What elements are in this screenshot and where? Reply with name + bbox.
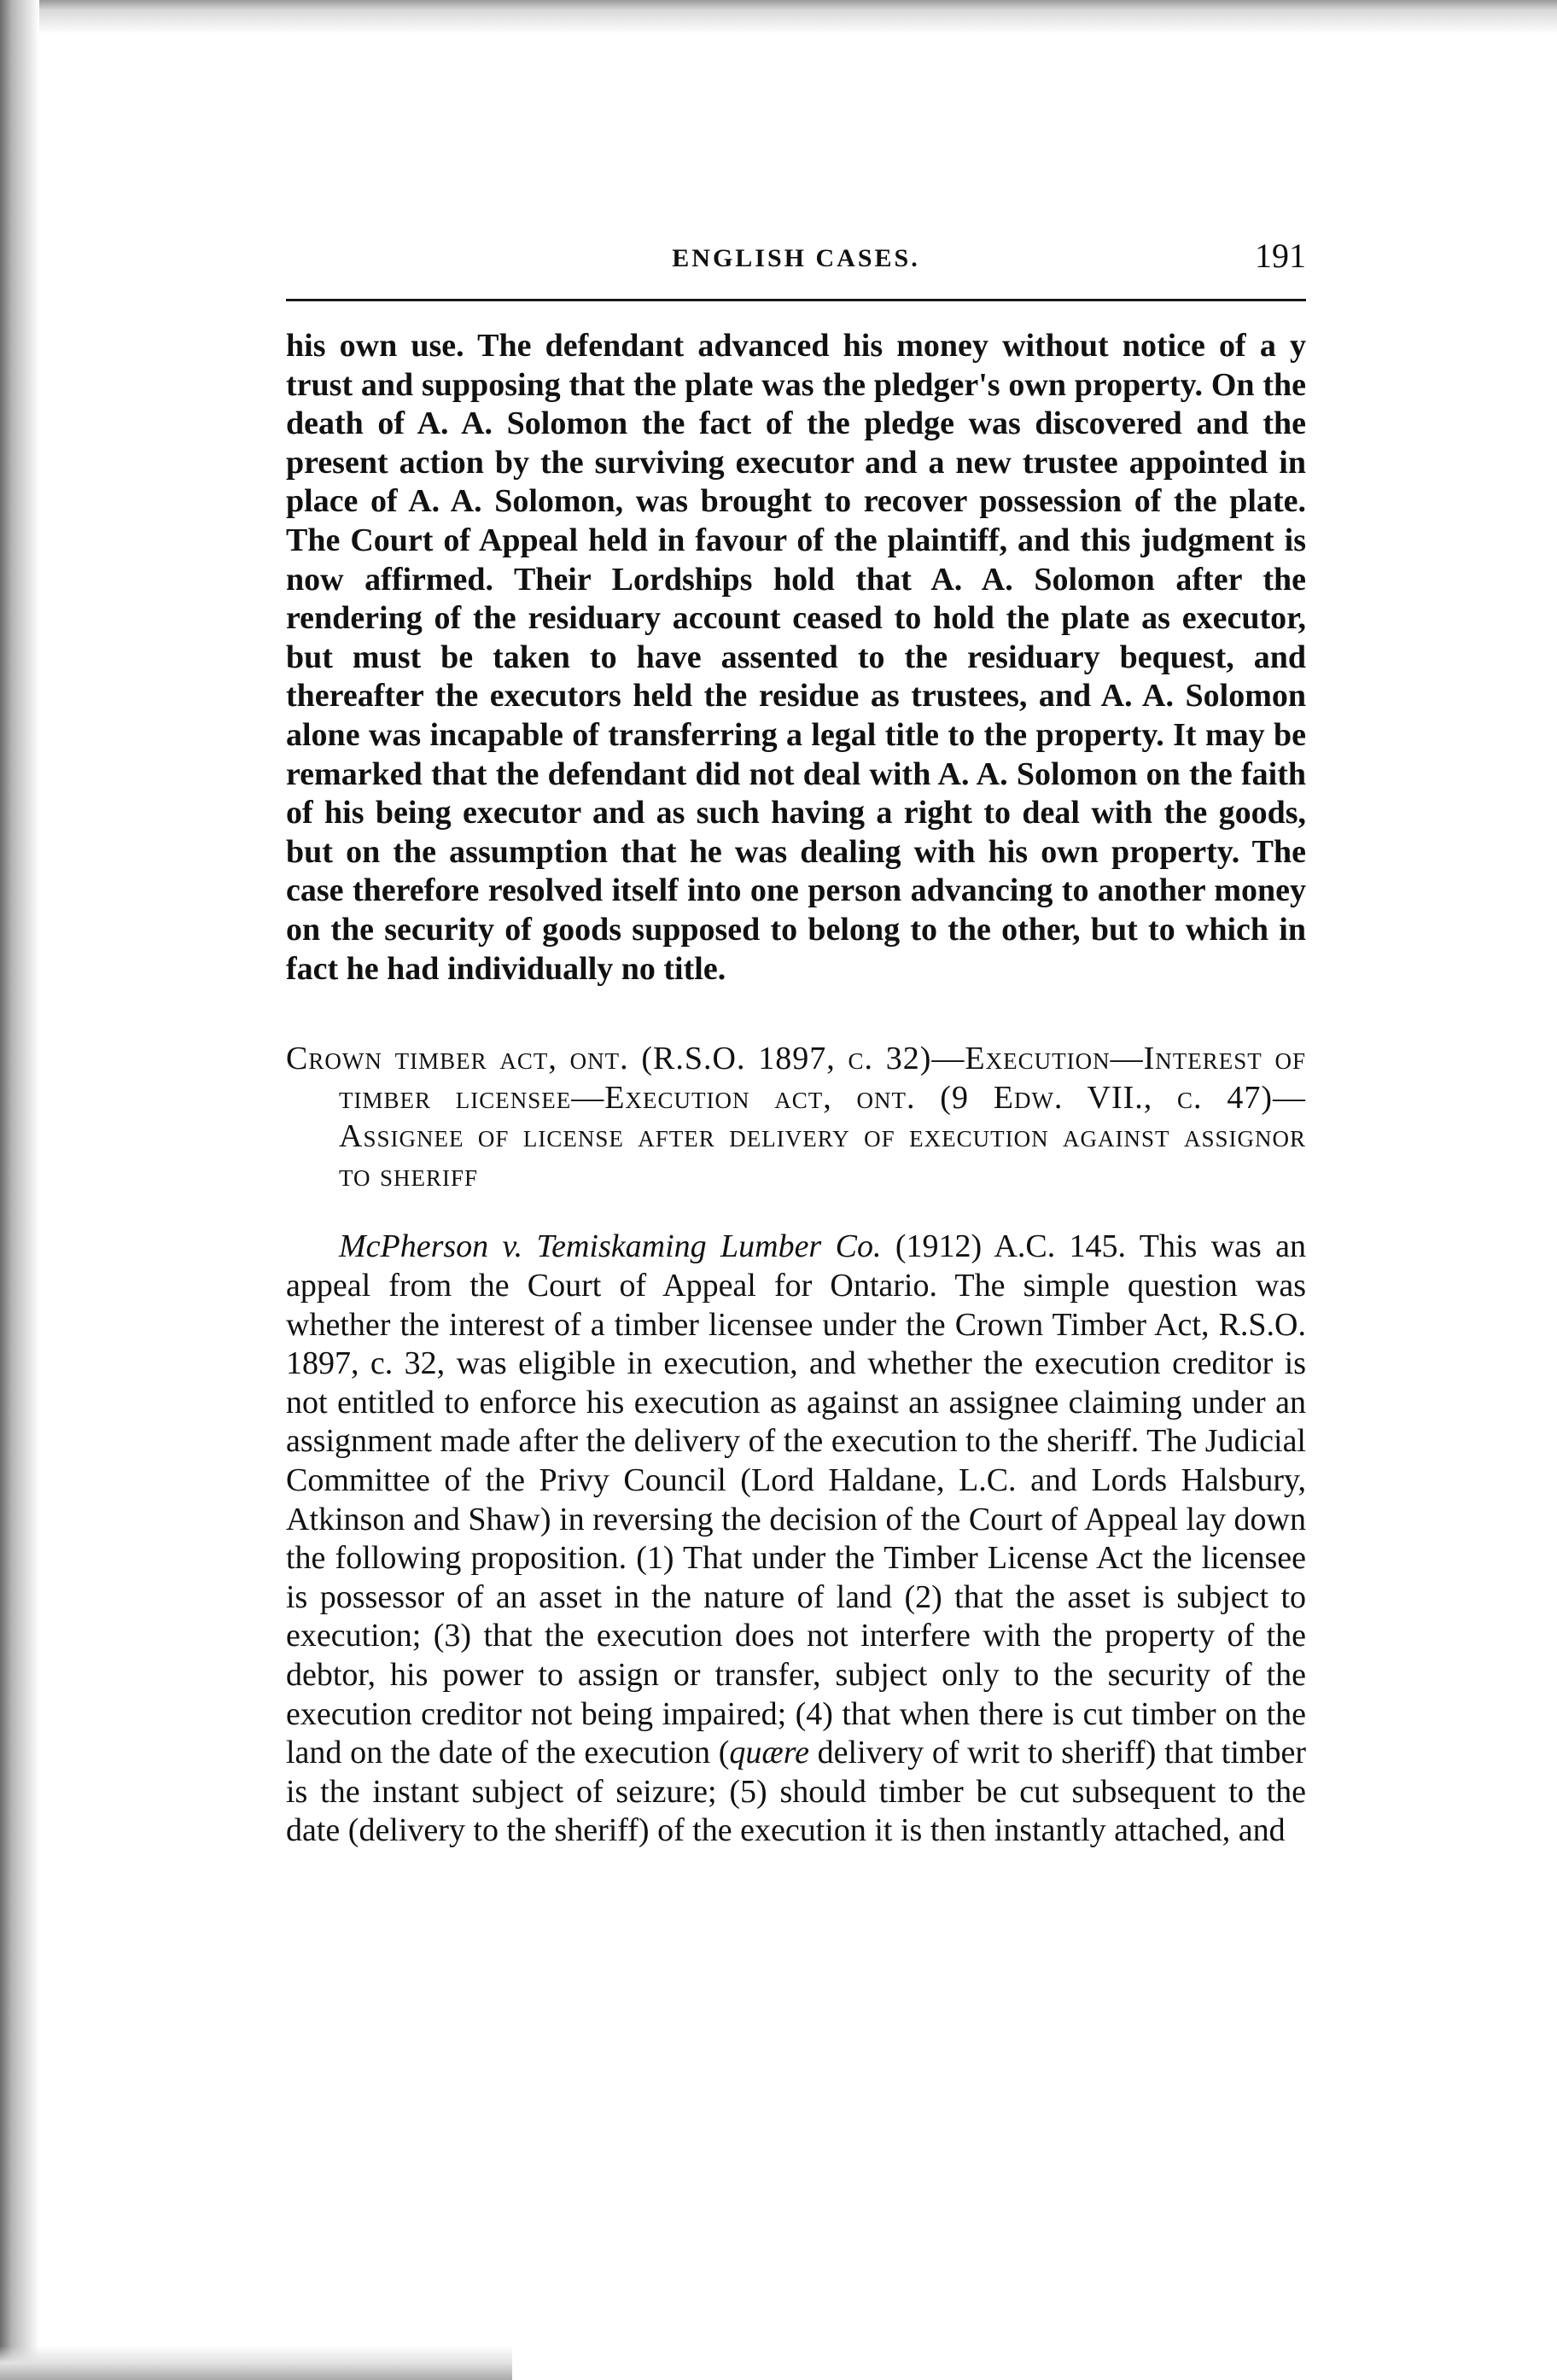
scan-edge-left [0,0,39,2380]
book-page [286,230,1306,1851]
scan-edge-top [0,0,1557,34]
case-paragraph [286,1228,1306,1851]
case-text-part-1: (1912) A.C. 145. This was an appeal from the Court of Appeal for Ontario. The simple question was whether the interest of a timber licensee under the Crown Timber Act, R.S.O. 1897, c. 32, was eligible in execution, and whether the execution creditor is not entitled to enforce his execution as against an assignee claiming under an assignment made after the delivery of the execution to the sheriff. The Judicial Committee of the Privy Council (Lord Haldane, L.C. and Lords Halsbury, Atkinson and Shaw) in reversing the decision of the Court of Appeal lay down the following proposition. (1) That under the Timber License Act the licensee is possessor of an asset in the nature of land (2) that the asset is subject to execution; (3) that the execution does not interfere with the property of the debtor, his power to assign or transfer, subject only to the security of the execution creditor not being impaired; (4) that when there is cut timber on the land on the date of the execution ( [286,1228,1306,1771]
header-rule [286,299,1306,301]
case-name: McPherson v. Temiskaming Lumber Co. [339,1228,882,1265]
running-head [286,230,1306,282]
case-text-part-2: delivery of writ to sheriff) that timber is the instant subject of seizure; (5) should timber be cut subsequent to the date (delivery to the sheriff) of the execution it is then instantly attached, and [286,1735,1306,1849]
scan-edge-bottom [0,2346,512,2380]
paragraph-continued: his own use. The defendant advanced his money without notice of a y trust and supposing that the plate was the pledger's own property. On the death of A. A. Solomon the fact of the pledge was discovered and the present action by the surviving executor and a new trustee appointed in place of A. A. Solomon, was brought to recover possession of the plate. The Court of Appeal held in favour of the plaintiff, and this judgment is now affirmed. Their Lordships hold that A. A. Solomon after the rendering of the residuary account ceased to hold the plate as executor, but must be taken to have assented to the residuary bequest, and thereafter the executors held the residue as trustees, and A. A. Solomon alone was incapable of transferring a legal title to the property. It may be remarked that the defendant did not deal with A. A. Solomon on the faith of his being executor and as such having a right to deal with the goods, but on the assumption that he was dealing with his own property. The case therefore resolved itself into one person advancing to another money on the security of goods supposed to belong to the other, but to which in fact he had individually no title. [286,328,1306,987]
quaere-term: quære [729,1735,809,1771]
running-head-title: ENGLISH CASES. [672,244,920,272]
body-text [286,327,1306,1851]
page-number: 191 [1255,236,1306,275]
case-headnote: Crown timber act, ont. (R.S.O. 1897, c. 32)—Execution—Interest of timber licensee—Execution act, ont. (9 Edw. VII., c. 47)—Assignee of license after delivery of execution against assignor to sheriff [286,1041,1306,1193]
